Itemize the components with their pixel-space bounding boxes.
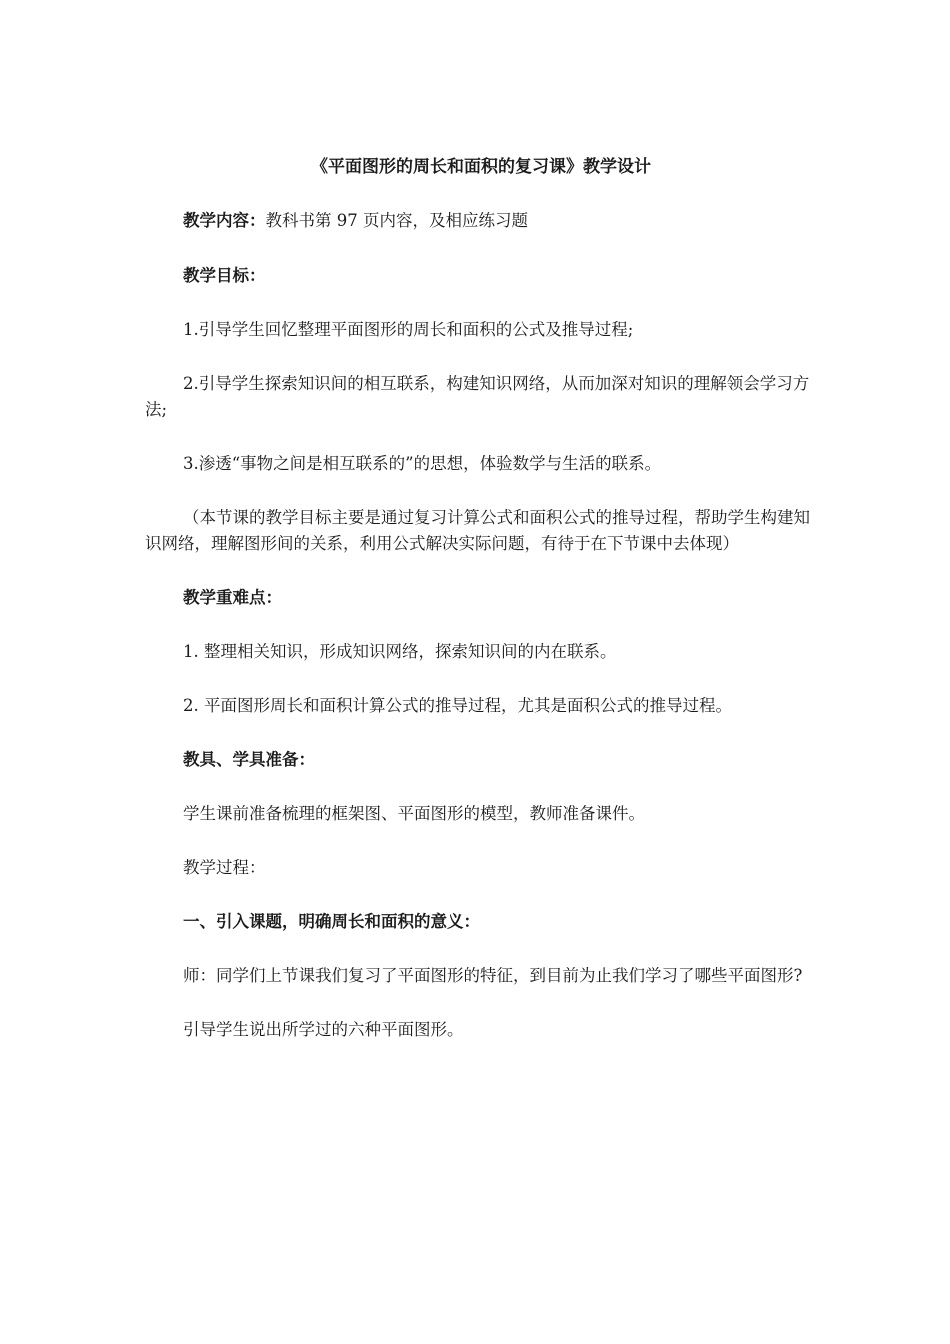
key-point-item-2: 2. 平面图形周长和面积计算公式的推导过程，尤其是面积公式的推导过程。 — [183, 696, 732, 715]
key-points-heading: 教学重难点： — [183, 588, 282, 607]
document-title: 《平面图形的周长和面积的复习课》教学设计 — [311, 157, 651, 177]
key-point-item-1: 1. 整理相关知识，形成知识网络，探索知识间的内在联系。 — [183, 642, 617, 661]
materials-text: 学生课前准备梳理的框架图、平面图形的模型，教师准备课件。 — [183, 804, 645, 823]
teaching-goal-item-2: 2.引导学生探索知识间的相互联系，构建知识网络，从而加深对知识的理解领会学习方法; — [145, 374, 810, 419]
teaching-goals-note: （本节课的教学目标主要是通过复习计算公式和面积公式的推导过程，帮助学生构建知识网络，理解图形间的关系，利用公式解决实际问题，有待于在下节课中去体现） — [145, 508, 810, 553]
process-heading: 教学过程： — [183, 858, 266, 877]
document-body — [145, 153, 817, 1043]
teaching-goal-item-3: 3.渗透“事物之间是相互联系的”的思想，体验数学与生活的联系。 — [183, 454, 662, 473]
section-1-heading: 一、引入课题，明确周长和面积的意义： — [183, 912, 480, 931]
guide-students-line: 引导学生说出所学过的六种平面图形。 — [183, 1020, 464, 1039]
materials-heading: 教具、学具准备： — [183, 750, 315, 769]
teaching-content-label: 教学内容： — [183, 211, 266, 230]
teaching-goal-item-1: 1.引导学生回忆整理平面图形的周长和面积的公式及推导过程; — [183, 320, 634, 339]
teacher-question: 师：同学们上节课我们复习了平面图形的特征，到目前为止我们学习了哪些平面图形? — [183, 966, 803, 985]
teaching-content-paragraph — [145, 208, 817, 234]
teaching-content-text: 教科书第 97 页内容，及相应练习题 — [265, 211, 528, 230]
teaching-goals-heading: 教学目标： — [183, 266, 266, 285]
